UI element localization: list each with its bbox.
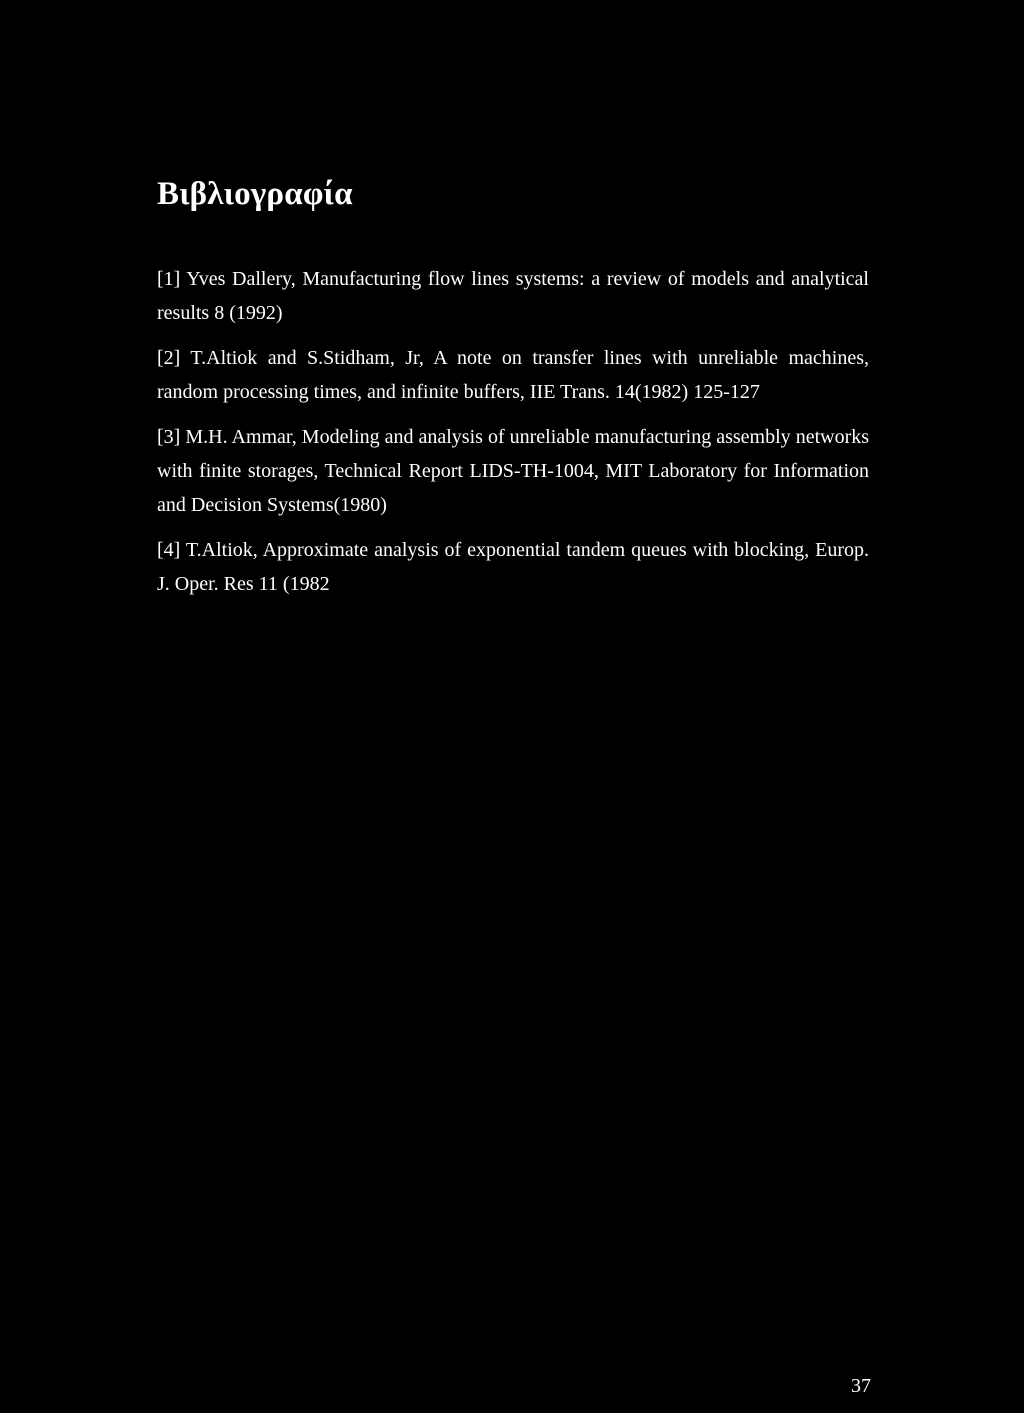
reference-number: [4] (157, 539, 181, 561)
reference-list (157, 262, 869, 612)
reference-item (157, 262, 869, 330)
reference-number: [1] (157, 268, 181, 290)
reference-item (157, 533, 869, 601)
reference-text: T.Altiok and S.Stidham, Jr, A note on transfer lines with unreliable machines, random processing times, and infinite buffers, IIE Trans. 14(1982) 125-127 (157, 347, 869, 403)
page-title: Βιβλιογραφία (157, 176, 353, 212)
reference-item (157, 341, 869, 409)
reference-text: Yves Dallery, Manufacturing flow lines systems: a review of models and analytical results 8 (1992) (157, 268, 869, 324)
reference-number: [2] (157, 347, 181, 369)
reference-text: T.Altiok, Approximate analysis of exponential tandem queues with blocking, Europ. J. Oper. Res 11 (1982 (157, 539, 869, 595)
reference-number: [3] (157, 426, 181, 448)
page-number: 37 (851, 1375, 871, 1397)
reference-item (157, 420, 869, 522)
reference-text: M.H. Ammar, Modeling and analysis of unreliable manufacturing assembly networks with finite storages, Technical Report LIDS-TH-1004, MIT Laboratory for Information and Decision Systems(1980) (157, 426, 870, 516)
